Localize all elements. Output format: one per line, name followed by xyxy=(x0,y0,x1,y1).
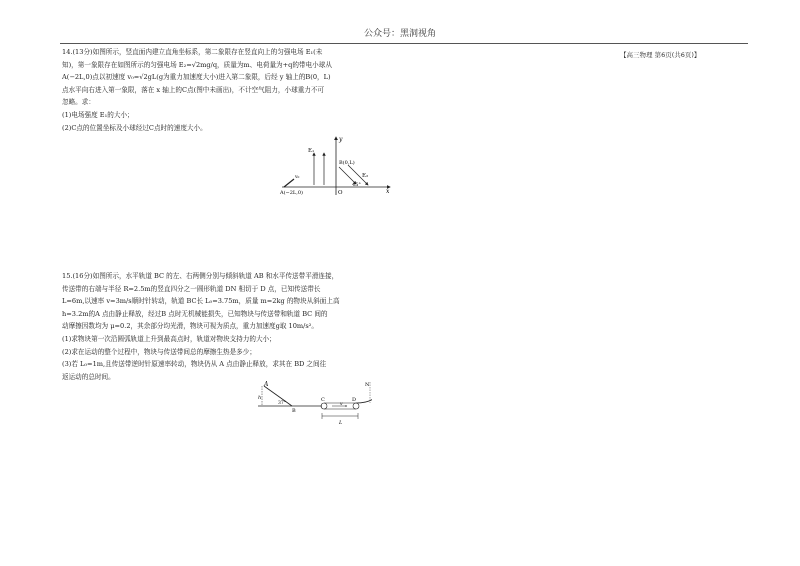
v0-label: v₀ xyxy=(295,175,300,180)
q15-line: h=3.2m的A 点由静止释放，经过B 点时无机械能损失，已知物块与传送带和轨道 BC 间的 xyxy=(62,309,328,318)
y-label: y xyxy=(339,136,343,143)
b-label: B(0,L) xyxy=(339,160,355,166)
v0-arrow xyxy=(284,179,294,187)
q14-figure xyxy=(278,133,398,203)
angle-label: 45° xyxy=(352,182,361,188)
q15-figure xyxy=(252,380,372,428)
q15-line: 15.(16分)如图所示，水平轨道 BC 的左、右两侧分别与倾斜轨道 AB 和水平传送带平滑连接， xyxy=(62,272,339,280)
pulley-right xyxy=(353,403,359,409)
n-label: N xyxy=(365,382,370,388)
q15-line: L=6m,以速率 v=3m/s顺时针转动，轨道 BC长 L₀=3.75m，质量 m=2kg 的物块从斜面上高 xyxy=(62,297,340,306)
c-label: C xyxy=(321,397,325,403)
question-14 xyxy=(62,46,332,134)
q15-line: 返运动的总时间。 xyxy=(62,372,115,381)
q14-line: (1)电场强度 E₁的大小； xyxy=(62,110,134,119)
a-label: A(−2L,0) xyxy=(280,190,303,196)
v-label: v xyxy=(340,402,343,407)
q14-line: 14.(13分)如图所示，竖直面内建立直角坐标系，第二象限存在竖直向上的匀强电场 E₁(未 xyxy=(62,48,323,56)
header-source: 公众号：黑洞视角 xyxy=(363,29,436,39)
e1-label: E₁ xyxy=(308,148,315,154)
q14-line: (2)C点的位置坐标及小球经过C点时的速度大小。 xyxy=(62,123,207,132)
angle-label: 37° xyxy=(278,401,286,406)
x-label: x xyxy=(386,188,390,195)
q14-line: 点水平向右进入第一象限，落在 x 轴上的C点(图中未画出)，不计空气阻力，小球重力不可 xyxy=(62,85,325,94)
page-info: 【高三物理 第6页(共6页)】 xyxy=(620,51,701,59)
q15-line: (2)求在运动的整个过程中，物块与传送带间总的摩擦生热是多少； xyxy=(62,347,256,356)
arc-dn xyxy=(356,384,372,403)
b-label: B xyxy=(292,408,296,414)
q14-line: 知)，第一象限存在如图所示的匀强电场 E₂=√2mg/q，质量为m、电荷量为+q的带电小球从 xyxy=(62,60,332,69)
q15-line: 动摩擦因数均为 μ=0.2，其余部分均光滑，物块可视为质点，重力加速度g取 10m/s²。 xyxy=(62,322,319,331)
header-rule xyxy=(60,43,748,44)
e2-label: E₂ xyxy=(362,173,369,179)
q15-line: (3)若 L₀=1m,且传送带逆时针原速率转动，物块仍从 A 点由静止释放，求其在 BD 之间往 xyxy=(62,360,327,369)
q14-line: A(−2L,0)点以初速度 v₀=√2gL(g为重力加速度大小)进入第二象限，后经 y 轴上的B(0，L) xyxy=(62,73,331,82)
h-label: h xyxy=(258,395,262,401)
l-label: L xyxy=(339,420,343,426)
d-label: D xyxy=(352,397,357,403)
question-15 xyxy=(62,270,340,383)
origin-label: O xyxy=(338,190,343,196)
q15-line: 传送带的右端与半径 R=2.5m的竖直四分之一圆形轨道 DN 相切于 D 点，已知传送带长 xyxy=(62,284,321,293)
q14-line: 忽略。求： xyxy=(62,98,95,107)
a-label: A xyxy=(264,381,269,388)
q15-line: (1)求物块第一次沿圆弧轨道上升到最高点时，轨道对物块支持力的大小； xyxy=(62,334,276,343)
